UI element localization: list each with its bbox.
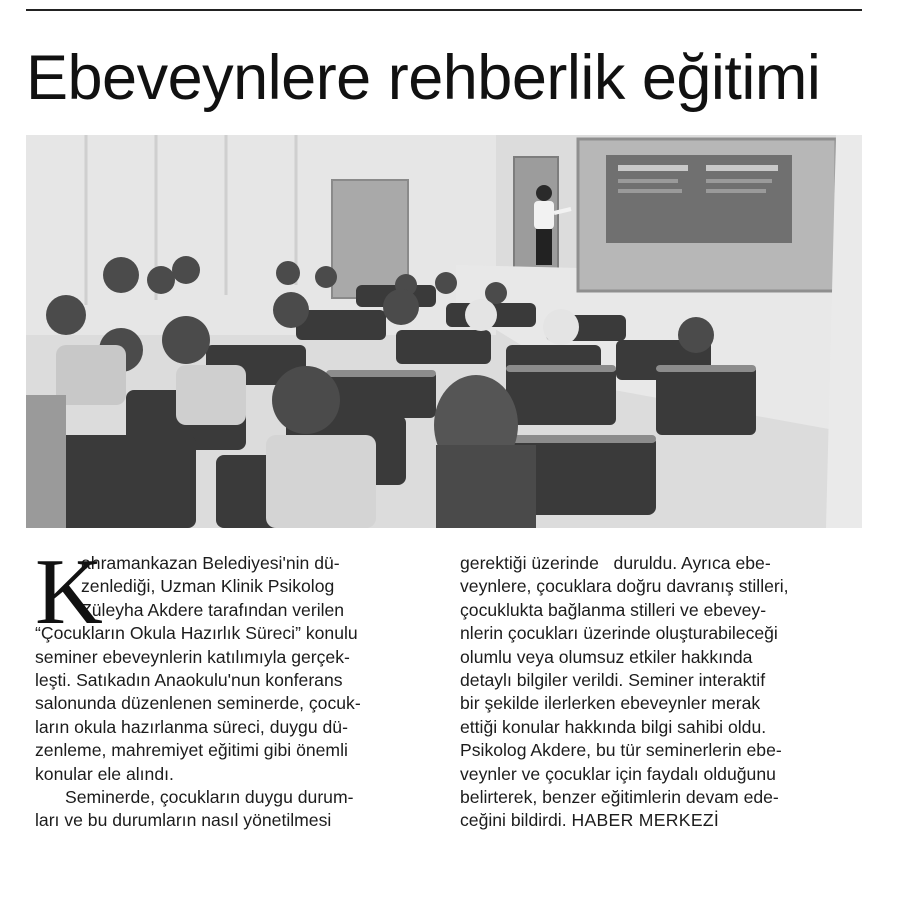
body-line: ettiği konular hakkında bilgi sahibi oldu.	[460, 716, 767, 737]
body-line: salonunda düzenlenen seminerde, çocuk-	[35, 693, 361, 714]
body-line: ları ve bu durumların nasıl yönetilmesi	[35, 810, 332, 831]
body-line: konular ele alındı.	[35, 763, 174, 784]
body-line: “Çocukların Okula Hazırlık Süreci” konulu	[35, 623, 358, 644]
body-line: ların okula hazırlanma süreci, duygu dü-	[35, 716, 348, 737]
body-line: leşti. Satıkadın Anaokulu'nun konferans	[35, 669, 343, 690]
body-line: zenlediği, Uzman Klinik Psikolog	[81, 576, 335, 597]
body-line: detaylı bilgiler verildi. Seminer interaktif	[460, 669, 766, 690]
article-column-1	[35, 540, 427, 833]
body-line: gerektiği üzerinde duruldu. Ayrıca ebe-	[460, 553, 771, 573]
body-line: olumlu veya olumsuz etkiler hakkında	[460, 646, 753, 667]
body-line: ahramankazan Belediyesi'nin dü-	[81, 553, 340, 573]
body-line: ceğini bildirdi.	[460, 810, 567, 831]
body-line: zenleme, mahremiyet eğitimi gibi önemli	[35, 740, 348, 761]
headline: Ebeveynlere rehberlik eğitimi	[26, 43, 821, 113]
seminar-photo	[26, 135, 862, 528]
body-line: seminer ebeveynlerin katılımıyla gerçek-	[35, 646, 350, 667]
body-line: Psikolog Akdere, bu tür seminerlerin ebe-	[460, 740, 782, 761]
source-credit: HABER MERKEZİ	[571, 810, 720, 831]
body-line: veynler ve çocuklar için faydalı olduğunu	[460, 763, 776, 784]
body-line: bir şekilde ilerlerken ebeveynler merak	[460, 693, 761, 714]
body-line: belirterek, benzer eğitimlerin devam ede-	[460, 786, 779, 807]
body-line: veynlere, çocuklara doğru davranış stilleri,	[460, 576, 789, 597]
last-line	[460, 809, 865, 832]
article-column-2	[460, 552, 865, 833]
body-line: Züleyha Akdere tarafından verilen	[81, 599, 345, 620]
body-line: çocuklukta bağlanma stilleri ve ebevey-	[460, 599, 767, 620]
body-line: Seminerde, çocukların duygu durum-	[65, 786, 354, 807]
drop-cap: K	[35, 540, 103, 644]
top-rule	[26, 9, 862, 11]
body-line: nlerin çocukları üzerinde oluşturabileceği	[460, 623, 778, 644]
